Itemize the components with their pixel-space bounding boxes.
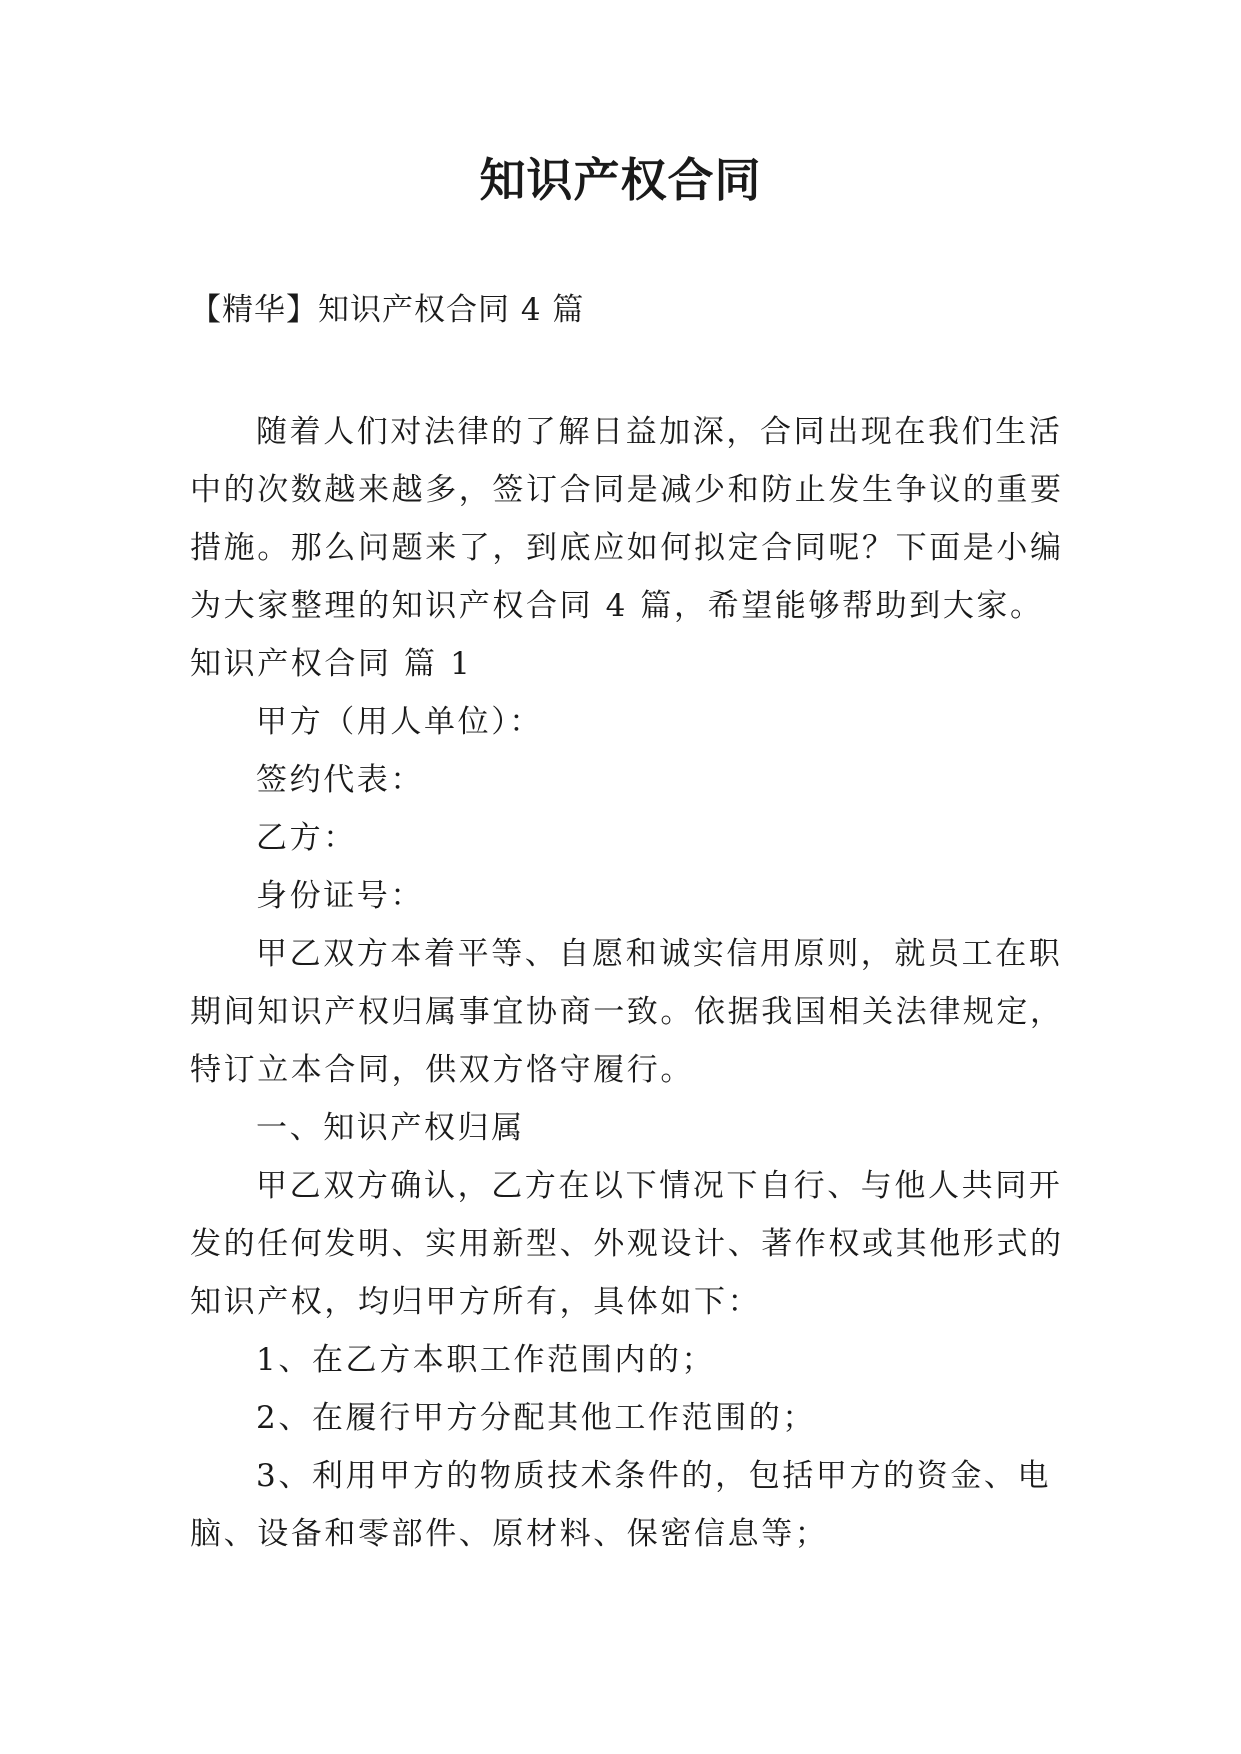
text-line: 脑、设备和零部件、原材料、保密信息等； (190, 1516, 829, 1552)
text-line: 3、利用甲方的物质技术条件的，包括甲方的资金、电 (256, 1458, 1052, 1494)
text-line: 知识产权合同 篇 1 (190, 646, 473, 682)
text-line: 1、在乙方本职工作范围内的； (256, 1342, 716, 1378)
page-title: 知识产权合同 (479, 153, 762, 207)
text-line: 特订立本合同，供双方恪守履行。 (190, 1052, 694, 1088)
document-body (190, 403, 1070, 1563)
text-line: 期间知识产权归属事宜协商一致。依据我国相关法律规定， (190, 994, 1064, 1030)
text-line: 随着人们对法律的了解日益加深，合同出现在我们生活 (256, 414, 1063, 450)
document-subtitle: 【精华】知识产权合同 4 篇 (190, 292, 585, 328)
text-line: 发的任何发明、实用新型、外观设计、著作权或其他形式的 (190, 1226, 1064, 1262)
text-line: 乙方： (256, 820, 357, 856)
text-line: 措施。那么问题来了，到底应如何拟定合同呢？下面是小编 (190, 530, 1064, 566)
text-line: 签约代表： (256, 762, 424, 798)
text-line: 2、在履行甲方分配其他工作范围的； (256, 1400, 816, 1436)
text-line: 甲乙双方确认，乙方在以下情况下自行、与他人共同开 (256, 1168, 1063, 1204)
text-line: 甲方（用人单位）： (256, 704, 543, 740)
text-line: 中的次数越来越多，签订合同是减少和防止发生争议的重要 (190, 472, 1064, 508)
text-line: 知识产权，均归甲方所有，具体如下： (190, 1284, 762, 1320)
text-line: 为大家整理的知识产权合同 4 篇，希望能够帮助到大家。 (190, 588, 1044, 624)
text-line: 甲乙双方本着平等、自愿和诚实信用原则，就员工在职 (256, 936, 1063, 972)
text-line: 身份证号： (256, 878, 424, 914)
text-line: 一、知识产权归属 (256, 1110, 525, 1146)
